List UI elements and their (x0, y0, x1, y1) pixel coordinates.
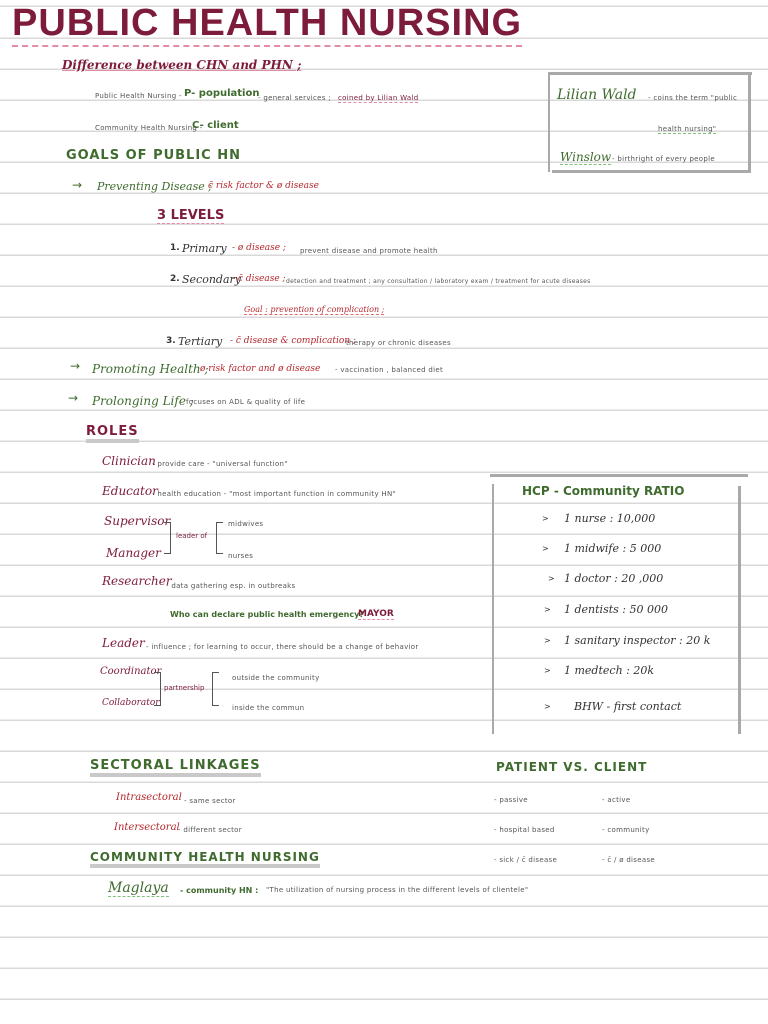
level1-label: Primary (182, 242, 227, 255)
winslow-name: Winslow (560, 150, 612, 164)
ratio-heading: HCP - Community RATIO (522, 484, 685, 498)
goal2-label: Promoting Health ; (92, 362, 209, 376)
level2-tag: - c̄ disease ; (232, 274, 286, 284)
level1-text: prevent disease and promote health (300, 247, 438, 255)
level3-label: Tertiary (178, 335, 223, 348)
goal3-text: focuses on ADL & quality of life (186, 398, 306, 406)
patient-cell: - hospital based (494, 826, 555, 834)
ratio-left-border (492, 484, 494, 734)
roles-heading: ROLES (86, 424, 139, 443)
goal-label: Goal : prevention of complication ; (244, 305, 385, 314)
patient-client-heading: PATIENT VS. CLIENT (496, 760, 648, 774)
role-supervisor: Supervisor (104, 514, 171, 528)
ratio-bullet-icon: > (544, 702, 551, 711)
level2-text: detection and treatment ; any consultation / laboratory exam / treatment for acute diseases (286, 278, 591, 285)
role-educator-text: - health education - "most important function in community HN" (152, 490, 397, 498)
client-cell: - active (602, 796, 631, 804)
ratio-row: BHW - first contact (574, 700, 682, 713)
role-leader-text: - influence ; for learning to occur, there should be a change of behavior (146, 643, 419, 651)
sidebox-right-border (748, 72, 751, 173)
maglaya-text: "The utilization of nursing process in the different levels of clientele" (266, 886, 529, 894)
chn-heading: COMMUNITY HEALTH NURSING (90, 850, 320, 868)
goal1-arrow: → (72, 178, 83, 192)
phn-coined: coined by Lilian Wald (338, 94, 419, 102)
leader-of-brace (216, 522, 223, 554)
ratio-bullet-icon: > (542, 544, 549, 553)
ratio-bullet-icon: > (548, 574, 555, 583)
goal2-arrow: → (70, 359, 81, 373)
difference-heading: Difference between CHN and PHN ; (62, 58, 302, 72)
role-coordinator: Coordinator (100, 666, 162, 677)
role-leader: Leader (102, 636, 145, 650)
role-researcher: Researcher (102, 574, 172, 588)
goal2-text: - vaccination , balanced diet (335, 366, 444, 374)
sectoral-heading: SECTORAL LINKAGES (90, 758, 261, 777)
leader-of-label: leader of (176, 532, 208, 540)
level1-tag: - ø disease ; (232, 243, 286, 253)
level2-num: 2. (170, 274, 180, 284)
level1-num: 1. (170, 243, 180, 253)
levels-heading: 3 LEVELS (157, 208, 225, 223)
phn-prefix: Public Health Nursing - (95, 92, 182, 100)
maglaya-tag: - community HN : (180, 886, 259, 895)
role-manager: Manager (106, 546, 161, 560)
sidebox-top-border (548, 72, 752, 75)
ratio-top-border (490, 474, 748, 477)
ratio-row: 1 midwife : 5 000 (564, 542, 662, 555)
ratio-right-border (738, 486, 741, 734)
inter-label: Intersectoral (114, 822, 180, 833)
role-educator: Educator (102, 484, 158, 498)
ratio-row: 1 doctor : 20 ,000 (564, 572, 664, 585)
inside-label: inside the commun (232, 704, 305, 712)
partnership-brace (212, 672, 219, 706)
ratio-row: 1 dentists : 50 000 (564, 603, 668, 616)
winslow-text: - birthright of every people (612, 155, 715, 163)
wald-text1: - coins the term "public (648, 94, 738, 102)
chn-prefix: Community Health Nursing - (95, 124, 203, 132)
goals-heading: GOALS OF PUBLIC HN (66, 148, 242, 163)
role-clinician-text: - provide care - "universal function" (152, 460, 288, 468)
phn-rest: - general services ; (258, 94, 331, 102)
ratio-bullet-icon: > (544, 605, 551, 614)
goal2-detail: ø risk factor and ø disease (200, 364, 321, 374)
role-researcher-text: - data gathering esp. in outbreaks (166, 582, 296, 590)
supervisor-brace (164, 522, 171, 554)
coordinator-brace (154, 672, 161, 706)
ratio-row: 1 nurse : 10,000 (564, 512, 656, 525)
ratio-row: 1 sanitary inspector : 20 k (564, 634, 711, 647)
level3-text: therapy or chronic diseases (346, 339, 451, 347)
level2-label: Secondary (182, 273, 241, 286)
intra-label: Intrasectoral (116, 792, 182, 803)
chn-letter: C- client (192, 120, 239, 131)
ratio-row: 1 medtech : 20k (564, 664, 655, 677)
role-collaborator: Collaborator (102, 698, 160, 708)
outside-label: outside the community (232, 674, 320, 682)
goal1-label: Preventing Disease ; (97, 180, 212, 193)
client-cell: - c̄ / ø disease (602, 856, 656, 864)
goal1-detail: c̄ risk factor & ø disease (208, 181, 319, 191)
midwives-label: midwives (228, 520, 264, 528)
ratio-bullet-icon: > (544, 636, 551, 645)
patient-cell: - passive (494, 796, 528, 804)
sidebox-left-border (548, 72, 550, 172)
wald-name: Lilian Wald (557, 87, 637, 103)
sidebox-bottom-border (552, 170, 748, 173)
emergency-question: Who can declare public health emergency? (170, 610, 364, 619)
wald-text2: health nursing" (658, 125, 717, 133)
level3-tag: - c̄ disease & complication ; (230, 336, 356, 346)
maglaya-name: Maglaya (108, 880, 169, 896)
intra-text: - same sector (184, 797, 236, 805)
partnership-label: partnership (164, 684, 205, 692)
inter-text: - different sector (178, 826, 242, 834)
ratio-bullet-icon: > (542, 514, 549, 523)
level3-num: 3. (166, 336, 176, 346)
ratio-bullet-icon: > (544, 666, 551, 675)
client-cell: - community (602, 826, 650, 834)
patient-cell: - sick / c̄ disease (494, 856, 558, 864)
phn-letter: P- population (184, 88, 260, 99)
page-title: PUBLIC HEALTH NURSING (12, 2, 522, 47)
goal3-label: Prolonging Life ; (92, 394, 194, 408)
goal3-arrow: → (68, 391, 79, 405)
nurses-label: nurses (228, 552, 254, 560)
emergency-answer: MAYOR (358, 609, 394, 619)
role-clinician: Clinician (102, 454, 156, 468)
